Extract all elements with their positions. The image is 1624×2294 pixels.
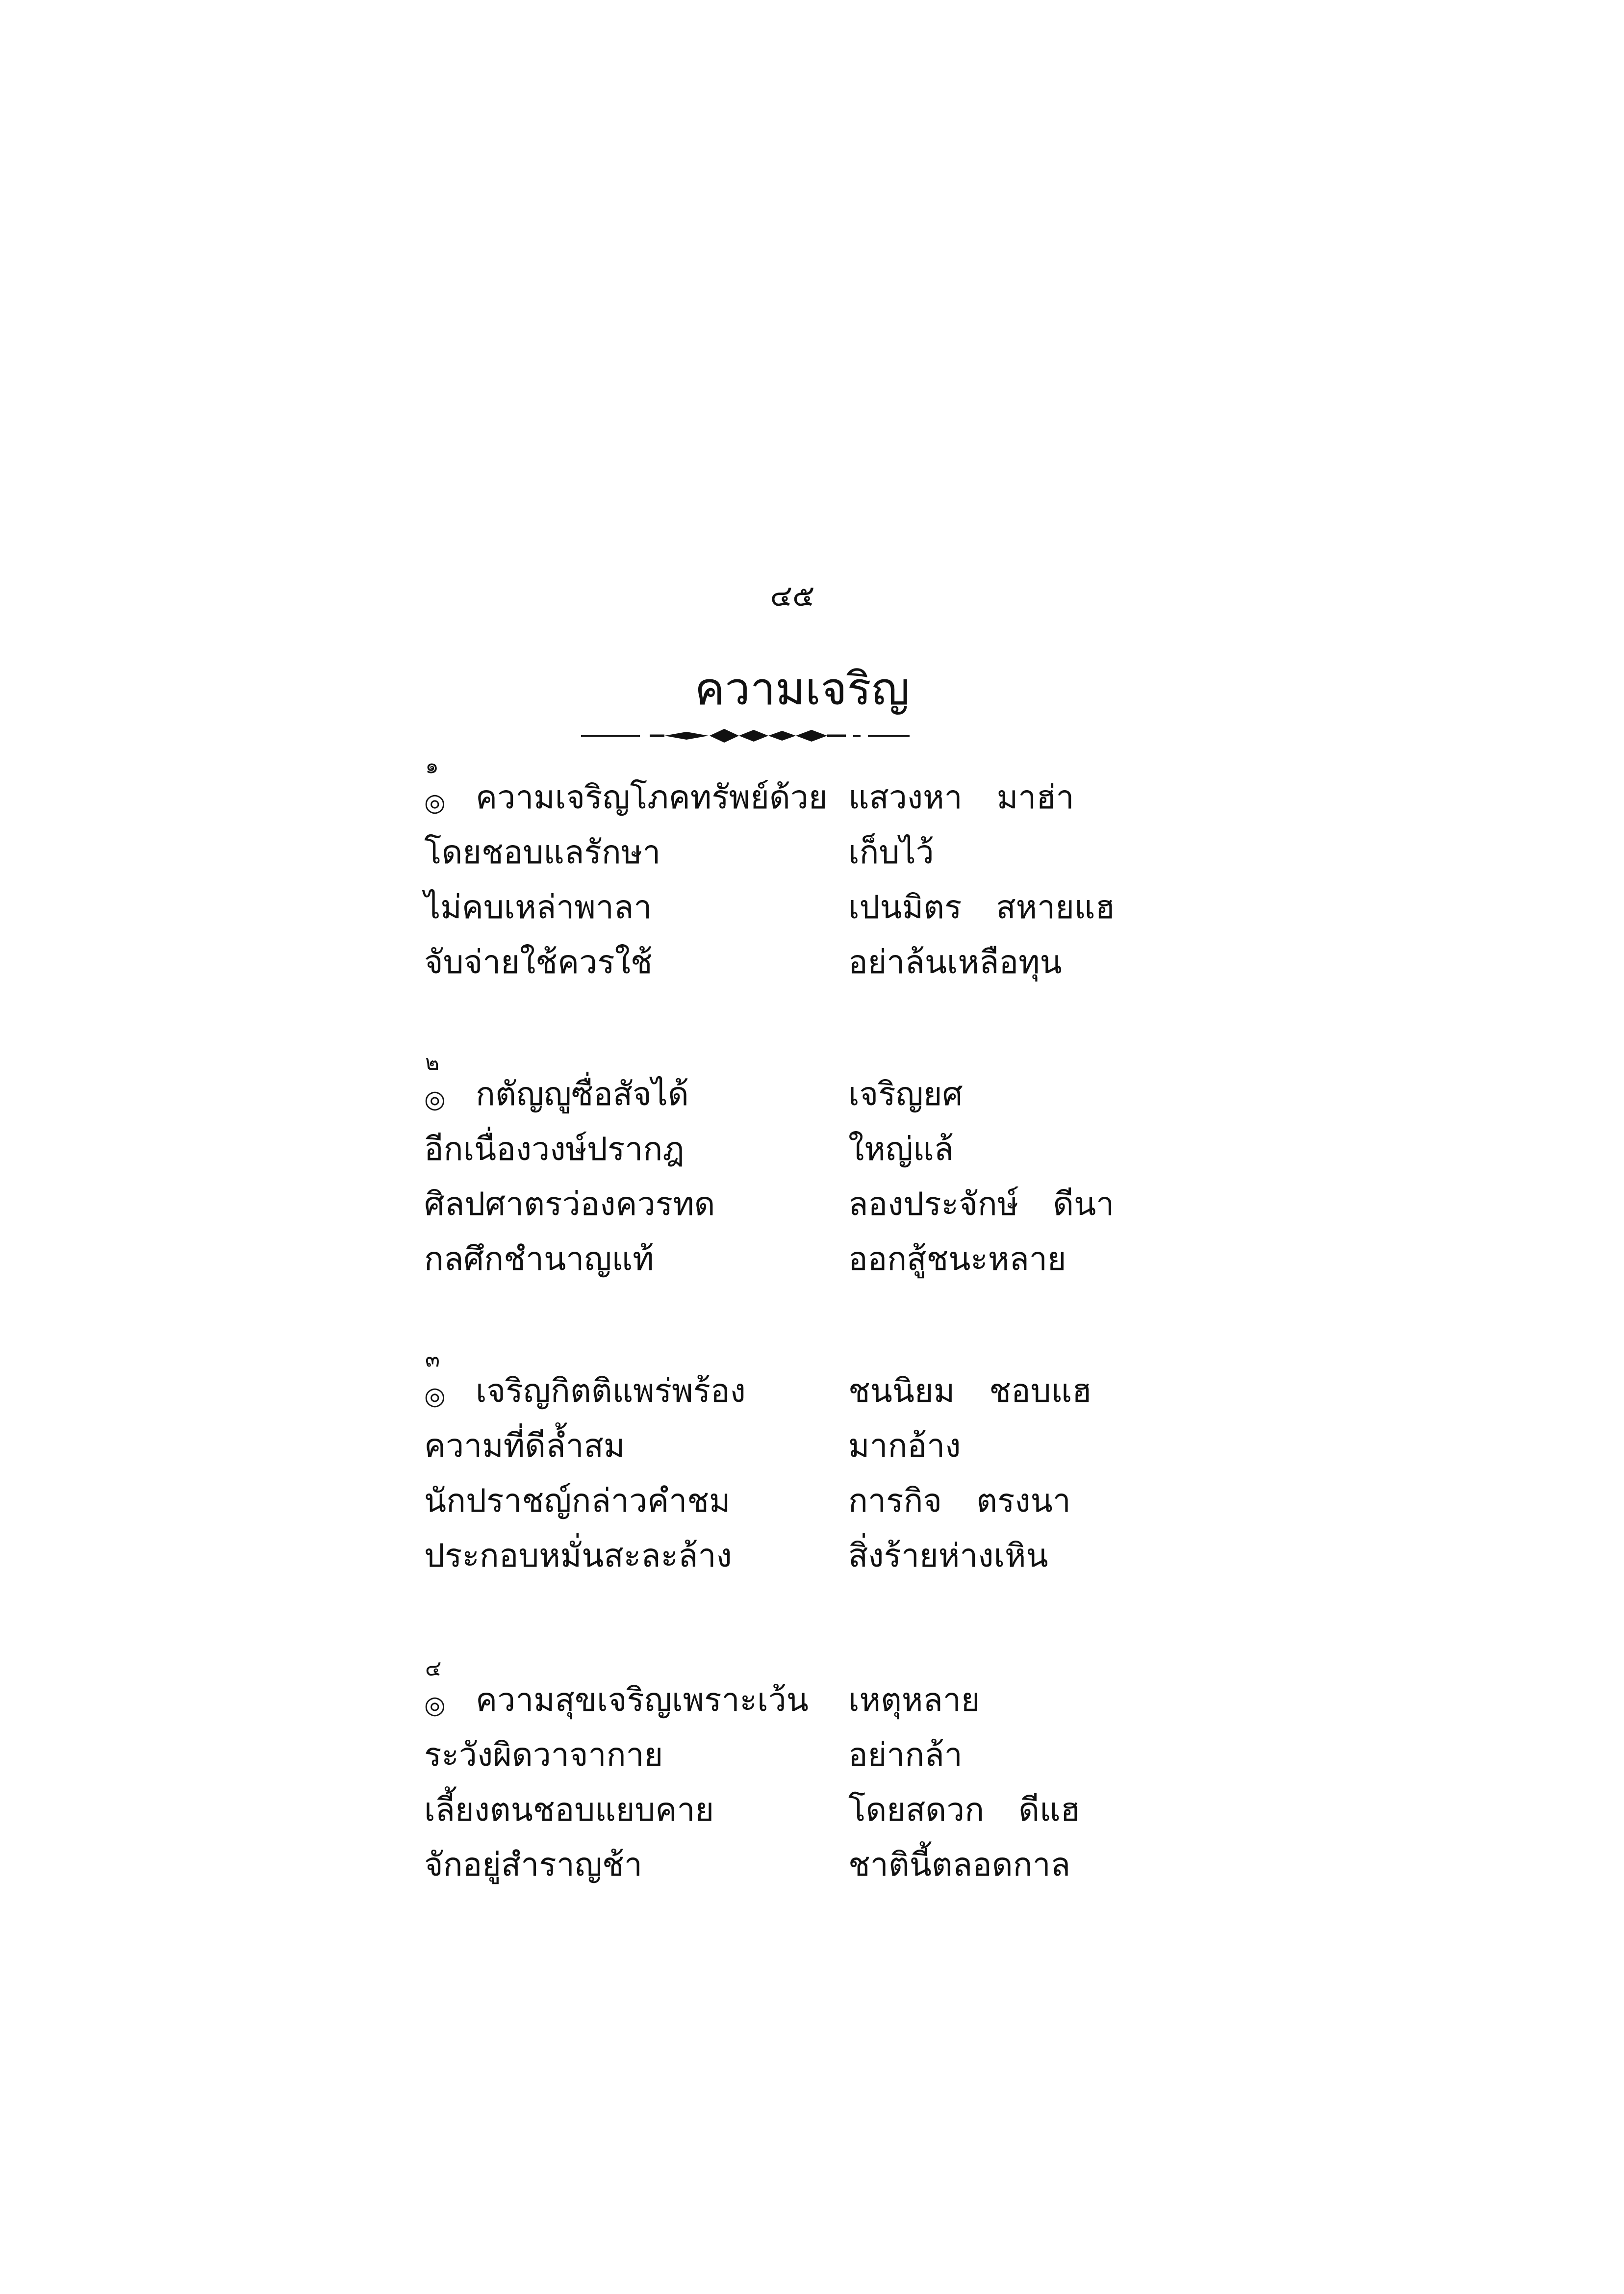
verse-line: ศิลปศาตรว่องควรทด ลองประจักษ์ ดีนา — [424, 1185, 1115, 1223]
verse-line: จับจ่ายใช้ควรใช้ อย่าล้นเหลือทุน — [424, 943, 1062, 981]
verse-line: โดยชอบแลรักษา เก็บไว้ — [424, 833, 934, 871]
verse-line: อีกเนื่องวงษ์ปรากฎ ใหญ่แล้ — [424, 1130, 954, 1168]
verse-line: ๑ ◎ ความเจริญโภคทรัพย์ด้วย แสวงหา มาฮ่า — [424, 753, 1074, 817]
stanza-3 — [424, 1347, 1160, 1583]
verse-line: กลศึกชำนาญแท้ ออกสู้ชนะหลาย — [424, 1240, 1066, 1278]
verse-line: ประกอบหมั่นสะละล้าง สิ่งร้ายห่างเหิน — [424, 1537, 1048, 1574]
page-number: ๔๕ — [770, 579, 815, 613]
title-ornament — [581, 721, 910, 750]
page-title: ความเจริญ — [694, 663, 910, 715]
verse-line: ๓ ◎ เจริญกิตติแพร่พร้อง ชนนิยม ชอบแฮ — [424, 1347, 1092, 1410]
verse-line: เลี้ยงตนชอบแยบคาย โดยสดวก ดีแฮ — [424, 1791, 1080, 1829]
verse-line: จักอยู่สำราญช้า ชาตินี้ตลอดกาล — [424, 1846, 1071, 1883]
verse-line: ระวังผิดวาจากาย อย่ากล้า — [424, 1736, 963, 1774]
stanza-4 — [424, 1656, 1160, 1892]
verse-line: ไม่คบเหล่าพาลา เปนมิตร สหายแฮ — [424, 888, 1115, 926]
verse-line: ๔ ◎ ความสุขเจริญเพราะเว้น เหตุหลาย — [424, 1656, 980, 1719]
verse-line: ๒ ◎ กตัญญูซื่อสัจได้ เจริญยศ — [424, 1050, 963, 1113]
stanza-1 — [424, 753, 1160, 990]
stanza-2 — [424, 1050, 1160, 1287]
verse-line: นักปราชญ์กล่าวคำชม การกิจ ตรงนา — [424, 1482, 1071, 1520]
verse-line: ความที่ดีล้ำสม มากอ้าง — [424, 1427, 961, 1465]
